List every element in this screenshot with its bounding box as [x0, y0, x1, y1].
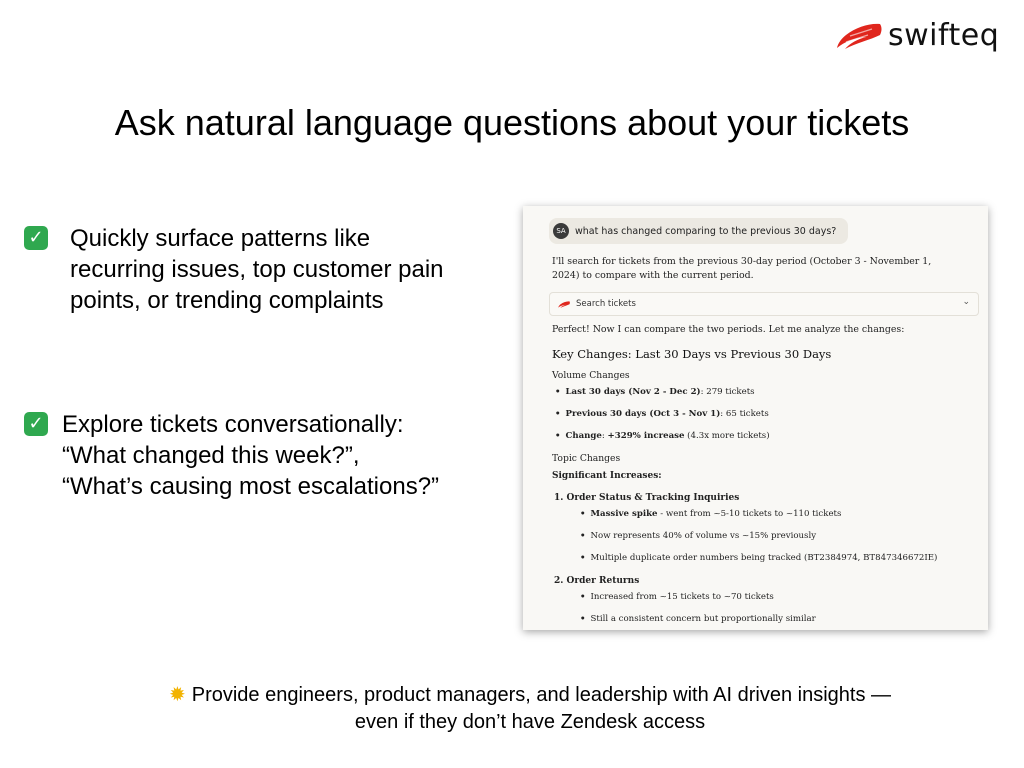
bullet-dot-icon: • — [555, 387, 561, 397]
bullet-dot-icon: • — [580, 509, 586, 519]
bullet-conversational — [24, 409, 494, 502]
check-box-icon: ✓ — [24, 412, 48, 436]
search-tickets-tool-call[interactable] — [549, 292, 979, 316]
chevron-down-icon[interactable]: ⌄ — [962, 297, 970, 307]
user-query-text: what has changed comparing to the previous 30 days? — [575, 225, 837, 237]
list-item: • Still a consistent concern but proportionally similar — [580, 614, 816, 624]
bullet-patterns — [24, 223, 494, 316]
bullet-text — [62, 409, 439, 502]
list-item: • Last 30 days (Nov 2 - Dec 2): 279 tickets — [555, 387, 755, 397]
sparkle-star-icon: ✹ — [168, 682, 186, 706]
bullet-line: recurring issues, top customer pain — [70, 256, 444, 283]
chat-screenshot — [523, 206, 988, 630]
bullet-dot-icon: • — [580, 531, 586, 541]
swifteq-logo-mark-icon — [836, 21, 882, 51]
bullet-line: “What’s causing most escalations?” — [62, 473, 440, 500]
numbered-item-title: 1. Order Status & Tracking Inquiries — [554, 493, 740, 503]
significant-heading: Significant Increases: — [552, 471, 662, 481]
bullet-dot-icon: • — [580, 592, 586, 602]
bullet-dot-icon: • — [555, 431, 561, 441]
bullet-dot-icon: • — [580, 614, 586, 624]
bullet-text — [62, 223, 444, 316]
response-heading: Key Changes: Last 30 Days vs Previous 30 Days — [552, 347, 832, 361]
list-item: • Previous 30 days (Oct 3 - Nov 1): 65 tickets — [555, 409, 769, 419]
list-item: • Multiple duplicate order numbers being tracked (BT2384974, BT847346672IE) — [580, 553, 938, 563]
footer-line: even if they don’t have Zendesk access — [354, 711, 706, 733]
footer-line-text: Provide engineers, product managers, and leadership with AI driven insights — — [191, 684, 892, 706]
swifteq-small-icon — [558, 300, 570, 309]
numbered-item-title: 2. Order Returns — [554, 576, 640, 586]
footer-line — [110, 681, 950, 709]
footer-callout — [110, 681, 950, 736]
assistant-intro: I'll search for tickets from the previous 30-day period (October 3 - November 1, 2024) to compare with the current period. — [552, 256, 932, 281]
list-item: • Change: +329% increase (4.3x more tickets) — [555, 431, 770, 441]
bullet-line: Explore tickets conversationally: — [62, 411, 404, 438]
check-box-icon: ✓ — [24, 226, 48, 250]
page-title: Ask natural language questions about your tickets — [114, 102, 910, 143]
logo-text: swifteq — [888, 18, 1000, 53]
volume-title: Volume Changes — [552, 370, 630, 381]
assistant-perfect: Perfect! Now I can compare the two periods. Let me analyze the changes: — [552, 324, 905, 335]
avatar: SA — [553, 223, 569, 239]
topic-title: Topic Changes — [552, 453, 621, 464]
list-item: • Now represents 40% of volume vs ~15% previously — [580, 531, 817, 541]
bullet-dot-icon: • — [555, 409, 561, 419]
list-item: • Increased from ~15 tickets to ~70 tickets — [580, 592, 774, 602]
bullet-line: Quickly surface patterns like — [70, 225, 371, 252]
bullet-line: “What changed this week?”, — [62, 442, 360, 469]
swifteq-logo — [836, 18, 999, 53]
user-query-bubble — [549, 218, 848, 244]
bullet-dot-icon: • — [580, 553, 586, 563]
list-item: • Massive spike - went from ~5-10 tickets to ~110 tickets — [580, 509, 842, 519]
bullet-line: points, or trending complaints — [70, 287, 384, 314]
tool-label: Search tickets — [576, 299, 636, 309]
